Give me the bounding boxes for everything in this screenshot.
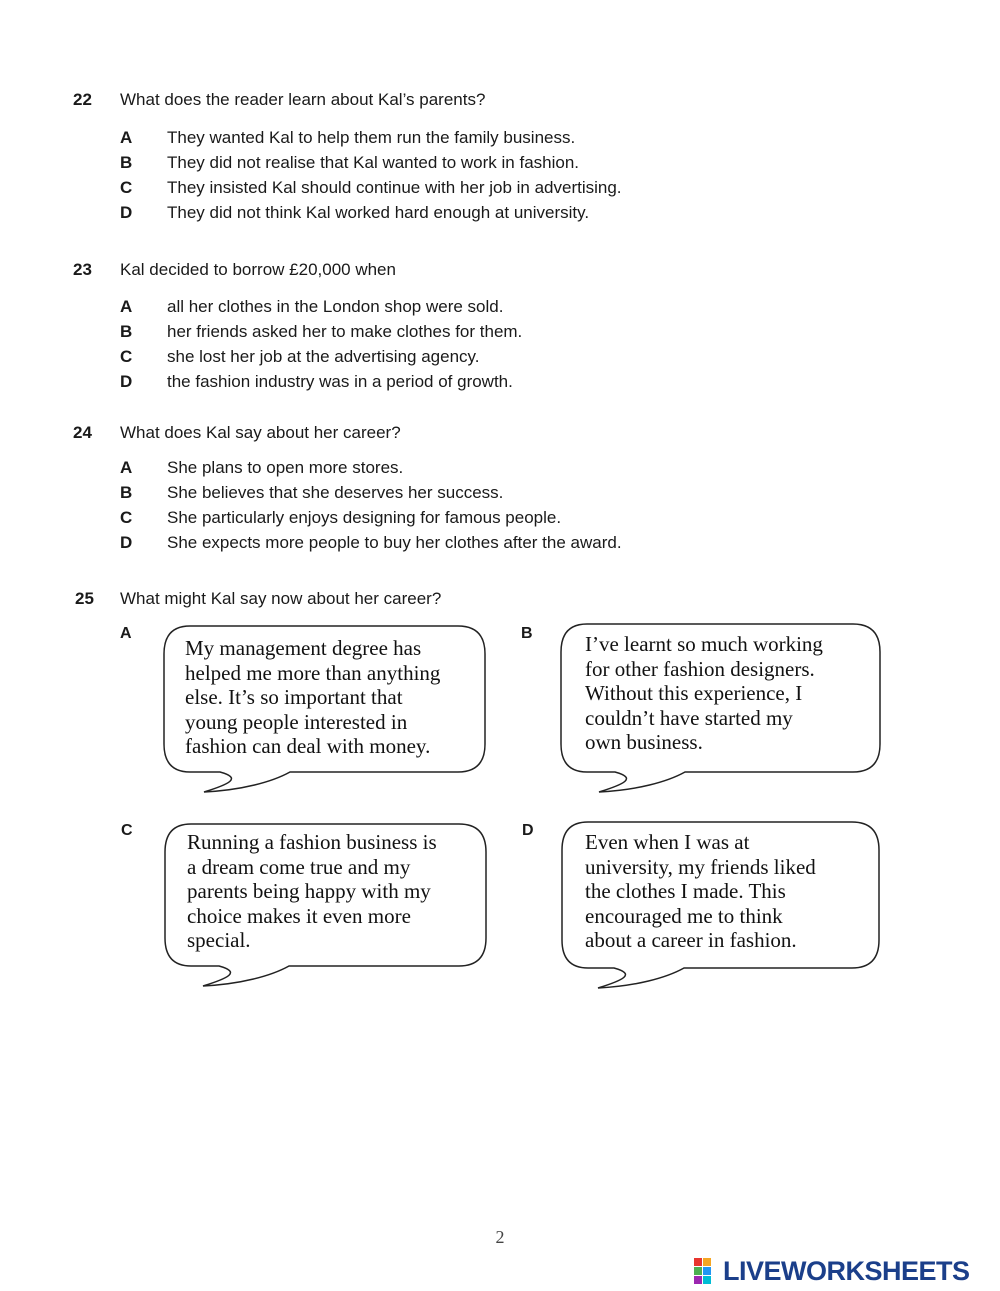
bubble-line: Even when I was at <box>585 830 750 854</box>
bubble-text <box>585 632 875 755</box>
bubble-line: Running a fashion business is <box>187 830 437 854</box>
option-c[interactable] <box>0 178 1000 203</box>
bubble-line: encouraged me to think <box>585 903 783 928</box>
logo-text: LIVEWORKSHEETS <box>723 1255 970 1286</box>
bubble-line: fashion can deal with money. <box>185 734 431 758</box>
bubble-line: own business. <box>585 730 703 754</box>
bubble-text <box>185 636 475 759</box>
bubble-line: university, my friends liked <box>585 854 816 879</box>
option-letter: D <box>120 372 133 391</box>
option-d[interactable] <box>0 533 1000 558</box>
option-text: They wanted Kal to help them run the family business. <box>167 128 576 147</box>
option-a[interactable] <box>0 458 1000 483</box>
option-b[interactable] <box>0 483 1000 508</box>
bubble-letter: C <box>121 822 133 839</box>
question-text: What does Kal say about her career? <box>120 423 401 442</box>
bubble-text <box>585 830 875 953</box>
bubble-line: about a career in fashion. <box>585 928 797 952</box>
bubble-line: Without this experience, I <box>585 681 803 705</box>
question-number: 25 <box>75 589 94 608</box>
option-text: all her clothes in the London shop were sold. <box>167 297 504 316</box>
option-text: They insisted Kal should continue with her job in advertising. <box>167 178 622 197</box>
option-letter: C <box>120 178 133 197</box>
bubble-line: parents being happy with my <box>187 879 431 903</box>
option-d[interactable] <box>0 372 1000 397</box>
bubble-line: helped me more than anything <box>185 660 441 685</box>
option-b[interactable] <box>0 322 1000 347</box>
speech-bubble-a[interactable] <box>160 622 488 797</box>
option-b[interactable] <box>0 153 1000 178</box>
option-text: her friends asked her to make clothes for them. <box>167 322 523 341</box>
question-number: 24 <box>73 423 92 442</box>
bubble-line: couldn’t have started my <box>585 705 793 730</box>
option-a[interactable] <box>0 128 1000 153</box>
option-text: She plans to open more stores. <box>167 458 404 477</box>
option-text: She particularly enjoys designing for famous people. <box>167 508 562 527</box>
option-a[interactable] <box>0 297 1000 322</box>
question-text: Kal decided to borrow £20,000 when <box>120 260 396 279</box>
bubble-line: choice makes it even more <box>187 903 411 928</box>
option-letter: A <box>120 458 133 477</box>
bubble-letter: D <box>522 822 534 839</box>
liveworksheets-logo-icon <box>694 1258 720 1284</box>
bubble-line: special. <box>187 928 251 952</box>
bubble-text <box>187 830 477 953</box>
bubble-line: young people interested in <box>185 709 408 734</box>
option-letter: D <box>120 533 133 552</box>
speech-bubble-d[interactable] <box>558 818 886 993</box>
page-number: 2 <box>495 1227 505 1247</box>
question-number: 22 <box>73 90 92 109</box>
option-letter: A <box>120 128 133 147</box>
option-text: They did not realise that Kal wanted to work in fashion. <box>167 153 580 172</box>
bubble-line: the clothes I made. This <box>585 879 786 903</box>
speech-bubble-b[interactable] <box>557 620 885 795</box>
option-text: She expects more people to buy her clothes after the award. <box>167 533 622 552</box>
option-text: She believes that she deserves her success. <box>167 483 504 502</box>
option-d[interactable] <box>0 203 1000 228</box>
option-letter: B <box>120 153 133 172</box>
option-letter: D <box>120 203 133 222</box>
bubble-letter: B <box>521 625 533 642</box>
bubble-line: a dream come true and my <box>187 854 411 879</box>
option-c[interactable] <box>0 347 1000 372</box>
bubble-letter: A <box>120 625 132 642</box>
option-text: They did not think Kal worked hard enough at university. <box>167 203 590 222</box>
option-letter: B <box>120 322 133 341</box>
speech-bubble-c[interactable] <box>161 820 489 995</box>
bubble-line: I’ve learnt so much working <box>585 632 823 656</box>
option-letter: B <box>120 483 133 502</box>
option-letter: A <box>120 297 133 316</box>
option-letter: C <box>120 347 133 366</box>
liveworksheets-logo[interactable] <box>694 1256 970 1286</box>
bubble-line: else. It’s so important that <box>185 685 403 709</box>
bubble-line: for other fashion designers. <box>585 656 815 681</box>
question-number: 23 <box>73 260 92 279</box>
question-text: What does the reader learn about Kal’s parents? <box>120 90 486 109</box>
option-text: the fashion industry was in a period of growth. <box>167 372 513 391</box>
bubble-line: My management degree has <box>185 636 422 660</box>
option-text: she lost her job at the advertising agency. <box>167 347 480 366</box>
question-text: What might Kal say now about her career? <box>120 589 442 608</box>
option-letter: C <box>120 508 133 527</box>
option-c[interactable] <box>0 508 1000 533</box>
